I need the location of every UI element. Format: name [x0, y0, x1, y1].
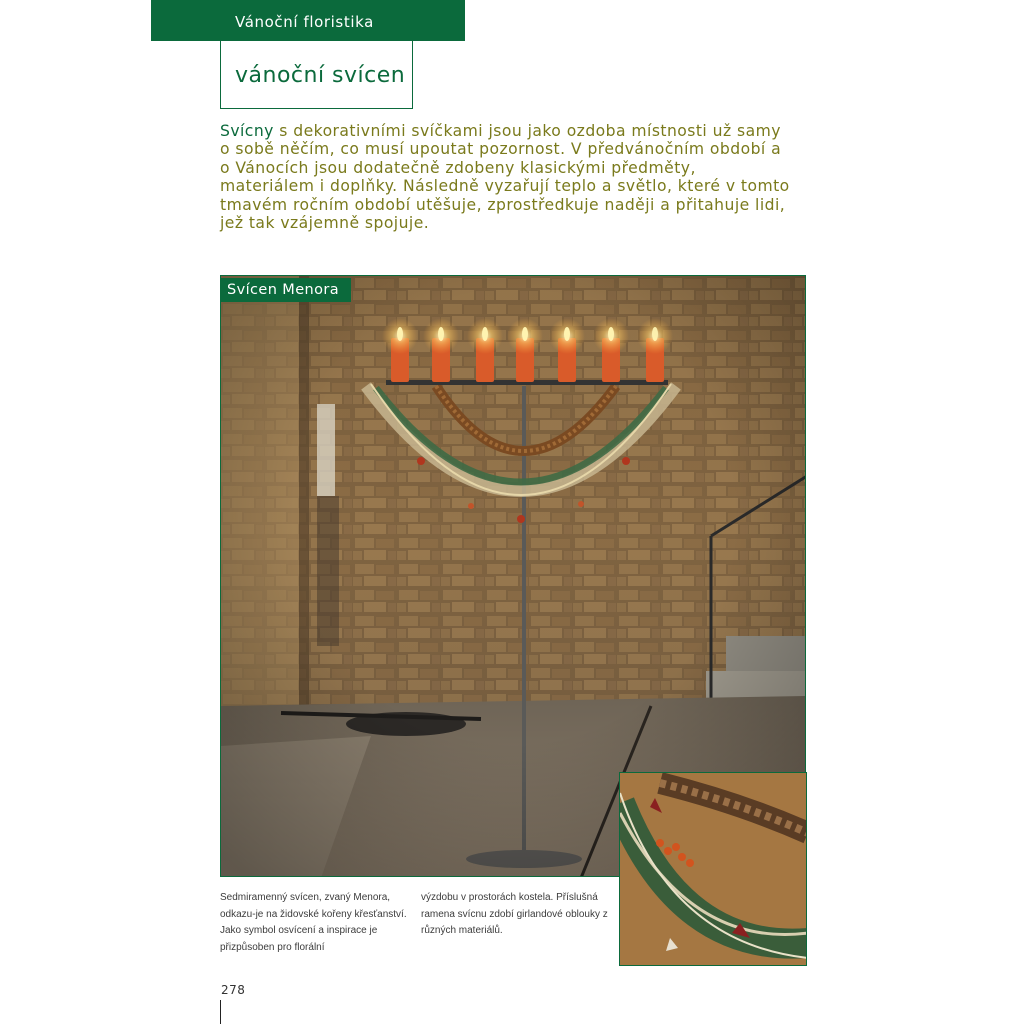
intro-paragraph	[220, 122, 790, 232]
page-title: vánoční svícen	[235, 63, 406, 88]
caption-column-2: výzdobu v prostorách kostela. Příslušná ramena svícnu zdobí girlandové oblouky z různých materiálů.	[421, 892, 608, 936]
section-title: Vánoční floristika	[235, 13, 374, 31]
section-header	[151, 0, 465, 41]
page-rule	[220, 1000, 221, 1024]
page-number: 278	[221, 983, 246, 997]
photo-label	[220, 278, 351, 302]
intro-text: s dekorativními svíčkami jsou jako ozdoba místnosti už samy o sobě něčím, co musí upoutat pozornost. V předvánočním období a o Vánocích jsou dodatečně zdobeny klasickými předměty, materiálem i doplňky. Následně vyzařují teplo a světlo, které v tomto tmavém ročním období utěšuje, zprostředkuje naději a přitahuje lidi, jež tak vzájemně spojuje.	[220, 122, 790, 233]
garland-detail-photo	[619, 772, 807, 966]
intro-keyword: Svícny	[220, 122, 274, 140]
title-box	[220, 41, 413, 109]
photo-label-text: Svícen Menora	[227, 282, 340, 298]
caption-column-1: Sedmiramenný svícen, zvaný Menora, odkazu-je na židovské kořeny křesťanství. Jako symbol osvícení a inspirace je přizpůsoben pro florální	[220, 892, 407, 953]
